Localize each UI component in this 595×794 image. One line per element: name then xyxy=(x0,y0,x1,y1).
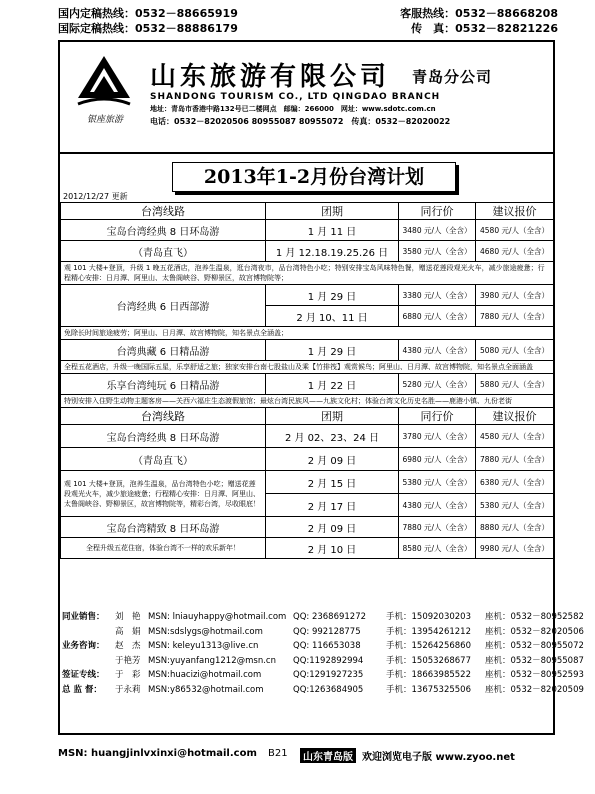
description-row xyxy=(61,327,554,340)
header-peer-price: 同行价 xyxy=(399,408,476,425)
contact-name: 刘 艳 xyxy=(115,612,141,622)
contact-landline: 座机：0532－80955072 xyxy=(485,641,584,652)
contact-msn: MSN: lniauyhappy@hotmail.com xyxy=(148,612,287,622)
header-suggested-price: 建议报价 xyxy=(476,203,554,220)
contact-name: 于艳芳 xyxy=(115,655,141,666)
fax-line: 传 真：0532－82821226 xyxy=(411,22,558,35)
page-number: B21 xyxy=(268,748,288,759)
contact-mobile: 手机：15092030203 xyxy=(386,612,471,622)
table-header-row xyxy=(61,408,554,425)
contact-msn: MSN:yuyanfang1212@msn.cn xyxy=(148,655,276,666)
itinerary-description: 特别安排入住野生动物主题客房——关西六福庄生态渡假旅馆；最炫台湾民族风——九族文化村；体验台湾文化历史名胜——鹿港小镇、九份老街 xyxy=(61,395,554,408)
description-row xyxy=(61,361,554,374)
table-row xyxy=(61,285,554,306)
contact-mobile: 手机：15264256860 xyxy=(386,641,471,652)
peer-price-cell: 3780 元/人（全含） xyxy=(399,425,476,448)
footer-website: 欢迎浏览电子版 www.zyoo.net xyxy=(362,752,515,763)
suggested-price-cell: 5880 元/人（全含） xyxy=(476,374,554,395)
peer-price-cell: 4380 元/人（全含） xyxy=(399,340,476,361)
contact-qq: QQ: 116653038 xyxy=(293,641,361,652)
contact-name: 于 彩 xyxy=(115,670,141,681)
peer-price-cell: 6980 元/人（全含） xyxy=(399,448,476,471)
mountain-logo-icon xyxy=(74,52,134,114)
date-cell: 1 月 29 日 xyxy=(266,340,399,361)
contact-mobile: 手机：18663985522 xyxy=(386,670,471,681)
itinerary-description: 全程升级五花住宿，体验台湾不一样的欢乐新年！ xyxy=(61,538,266,559)
english-company-name: SHANDONG TOURISM CO., LTD QINGDAO BRANCH xyxy=(150,92,441,102)
table-row xyxy=(61,340,554,361)
itinerary-description: 免除长时间旅途疲劳；阿里山、日月潭、故宫博物院，知名景点全涵盖； xyxy=(61,327,554,340)
suggested-price-cell: 5080 元/人（全含） xyxy=(476,340,554,361)
itinerary-description: 全程五花酒店，升级一晚国际五星，乐享舒适之旅；独家安排台南七股盐山及乘【竹排筏】观赏候鸟；阿里山、日月潭、故宫博物院，知名景点全面涵盖 xyxy=(61,361,554,374)
footer-msn: MSN: huangjinlvxinxi@hotmail.com xyxy=(58,748,257,759)
peer-price-cell: 3380 元/人（全含） xyxy=(399,285,476,306)
table-header-row xyxy=(61,203,554,220)
contact-role: 同业销售： xyxy=(62,612,105,622)
contact-name: 高 娟 xyxy=(115,626,141,637)
itinerary-description: 观 101 大楼+登顶，升级 1 晚五花酒店，泡养生温泉，逛台湾夜市，品台湾特色小吃；特别安排宝岛风味特色餐，赠送花莲段观光火车，减少旅途疲惫；行程精心安排：日月潭、阿里山、太鲁阁峡谷、野柳景区，故宫博物院等； xyxy=(61,262,554,285)
suggested-price-cell: 7880 元/人（全含） xyxy=(476,306,554,327)
contact-row xyxy=(60,639,584,654)
contact-name: 赵 杰 xyxy=(115,641,141,652)
date-cell: 2 月 09 日 xyxy=(266,448,399,471)
contact-msn: MSN:sdslygs@hotmail.com xyxy=(148,626,263,637)
suggested-price-cell: 4580 元/人（全含） xyxy=(476,220,554,241)
phone-line: 电话：0532－82020506 80955087 80955072 传真：0532－82020022 xyxy=(150,117,451,126)
contact-landline: 座机：0532－82020509 xyxy=(485,684,584,695)
logo-caption: 银座旅游 xyxy=(86,115,123,125)
contact-qq: QQ:1192892994 xyxy=(293,655,364,666)
service-hotline: 客服热线：0532－88668208 xyxy=(400,7,558,20)
contact-role: 签证专线： xyxy=(62,670,105,681)
contact-role: 总 监 督： xyxy=(62,684,102,695)
route-cell: （青岛直飞） xyxy=(61,448,266,471)
contact-role: 业务咨询： xyxy=(62,641,105,652)
header-route: 台湾线路 xyxy=(61,408,266,425)
peer-price-cell: 5280 元/人（全含） xyxy=(399,374,476,395)
international-hotline: 国际定稿热线：0532－88886179 xyxy=(58,22,238,35)
route-cell: 台湾典藏 6 日精品游 xyxy=(61,340,266,361)
company-name: 山东旅游有限公司 xyxy=(150,62,391,92)
page-footer xyxy=(58,748,555,762)
plan-title-box xyxy=(172,162,456,192)
contact-landline: 座机：0532－80952593 xyxy=(485,670,584,681)
edition-badge: 山东青岛版 xyxy=(300,748,356,763)
route-cell: 宝岛台湾精致 8 日环岛游 xyxy=(61,517,266,538)
itinerary-description: 观 101 大楼+登顶，泡养生温泉，品台湾特色小吃；赠送花莲段观光火车，减少旅途疲惫；行程精心安排：日月潭、阿里山、太鲁阁峡谷、野柳景区，故宫博物院等，精彩台湾，尽收眼底！ xyxy=(61,471,266,517)
table-row xyxy=(61,425,554,448)
flyer-frame xyxy=(58,40,584,735)
contact-list xyxy=(60,610,584,698)
suggested-price-cell: 9980 元/人（全含） xyxy=(476,538,554,559)
date-cell: 2 月 09 日 xyxy=(266,517,399,538)
route-cell: 宝岛台湾经典 8 日环岛游 xyxy=(61,220,266,241)
company-header xyxy=(60,42,553,154)
contact-landline: 座机：0532－82020506 xyxy=(485,626,584,637)
contact-qq: QQ:1263684905 xyxy=(293,684,364,695)
contact-qq: QQ: 2368691272 xyxy=(293,612,367,622)
table-row xyxy=(61,220,554,241)
route-cell: （青岛直飞） xyxy=(61,241,266,262)
contact-qq: QQ: 992128775 xyxy=(293,626,361,637)
date-cell: 2 月 10、11 日 xyxy=(266,306,399,327)
contact-mobile: 手机：13675325506 xyxy=(386,684,471,695)
route-cell: 宝岛台湾经典 8 日环岛游 xyxy=(61,425,266,448)
contact-mobile: 手机：15053268677 xyxy=(386,655,471,666)
peer-price-cell: 7880 元/人（全含） xyxy=(399,517,476,538)
contact-landline: 座机：0532－80955087 xyxy=(485,655,584,666)
date-cell: 1 月 22 日 xyxy=(266,374,399,395)
header-suggested-price: 建议报价 xyxy=(476,408,554,425)
suggested-price-cell: 4580 元/人（全含） xyxy=(476,425,554,448)
suggested-price-cell: 6380 元/人（全含） xyxy=(476,471,554,494)
header-date: 团期 xyxy=(266,408,399,425)
contact-row xyxy=(60,668,584,683)
header-route: 台湾线路 xyxy=(61,203,266,220)
description-row xyxy=(61,395,554,408)
peer-price-cell: 5380 元/人（全含） xyxy=(399,471,476,494)
address-line: 地址：青岛市香港中路132号已二楼网点 邮编：266000 网址：www.sdotc.com.cn xyxy=(150,105,436,113)
branch-name: 青岛分公司 xyxy=(412,68,493,86)
table-row xyxy=(61,241,554,262)
peer-price-cell: 6880 元/人（全含） xyxy=(399,306,476,327)
suggested-price-cell: 8880 元/人（全含） xyxy=(476,517,554,538)
peer-price-cell: 4380 元/人（全含） xyxy=(399,494,476,517)
domestic-hotline: 国内定稿热线：0532－88665919 xyxy=(58,7,238,20)
suggested-price-cell: 7880 元/人（全含） xyxy=(476,448,554,471)
date-cell: 1 月 11 日 xyxy=(266,220,399,241)
update-date: 2012/12/27 更新 xyxy=(63,192,128,201)
table-row xyxy=(61,448,554,471)
description-row xyxy=(61,262,554,285)
date-cell: 1 月 29 日 xyxy=(266,285,399,306)
table-row xyxy=(61,374,554,395)
peer-price-cell: 3580 元/人（全含） xyxy=(399,241,476,262)
route-cell: 乐享台湾纯玩 6 日精品游 xyxy=(61,374,266,395)
contact-mobile: 手机：13954261212 xyxy=(386,626,471,637)
contact-row xyxy=(60,654,584,669)
contact-msn: MSN:y86532@hotmail.com xyxy=(148,684,264,695)
suggested-price-cell: 4680 元/人（全含） xyxy=(476,241,554,262)
date-cell: 2 月 10 日 xyxy=(266,538,399,559)
table-row xyxy=(61,517,554,538)
header-date: 团期 xyxy=(266,203,399,220)
header-peer-price: 同行价 xyxy=(399,203,476,220)
contact-row xyxy=(60,610,584,625)
hotlines xyxy=(58,6,558,36)
suggested-price-cell: 3980 元/人（全含） xyxy=(476,285,554,306)
route-cell: 台湾经典 6 日西部游 xyxy=(61,285,266,327)
suggested-price-cell: 5380 元/人（全含） xyxy=(476,494,554,517)
peer-price-cell: 8580 元/人（全含） xyxy=(399,538,476,559)
contact-row xyxy=(60,683,584,698)
contact-msn: MSN:huacizi@hotmail.com xyxy=(148,670,262,681)
peer-price-cell: 3480 元/人（全含） xyxy=(399,220,476,241)
contact-landline: 座机：0532－80952582 xyxy=(485,612,584,622)
contact-qq: QQ:1291927235 xyxy=(293,670,364,681)
contact-name: 于永莉 xyxy=(115,684,141,695)
contact-row xyxy=(60,625,584,640)
table-row xyxy=(61,471,554,494)
date-cell: 2 月 17 日 xyxy=(266,494,399,517)
table-row xyxy=(61,538,554,559)
date-cell: 2 月 15 日 xyxy=(266,471,399,494)
plan-title: 2013年1-2月份台湾计划 xyxy=(203,166,425,188)
date-cell: 1 月 12.18.19.25.26 日 xyxy=(266,241,399,262)
contact-msn: MSN: keleyu1313@live.cn xyxy=(148,641,259,652)
date-cell: 2 月 02、23、24 日 xyxy=(266,425,399,448)
schedule-table xyxy=(60,202,554,559)
